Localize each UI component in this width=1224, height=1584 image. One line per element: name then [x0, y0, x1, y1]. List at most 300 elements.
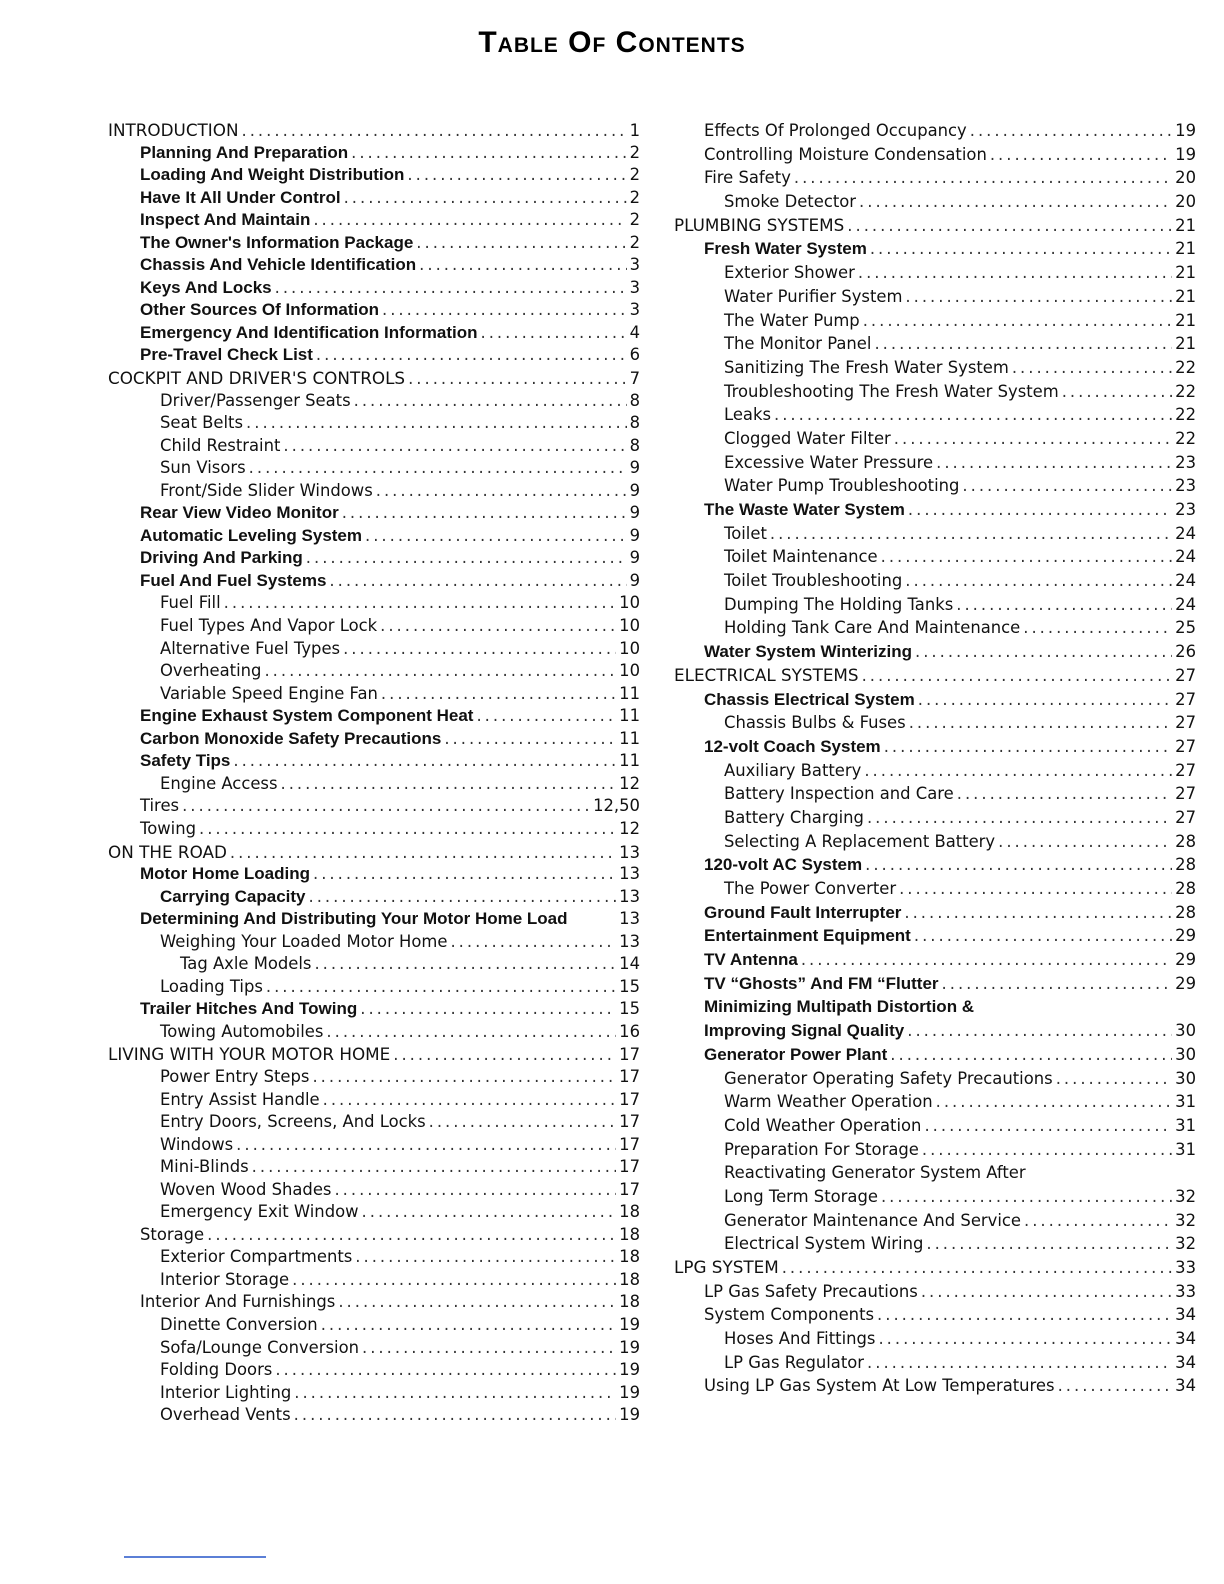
toc-entry-title: Entry Doors, Screens, And Locks: [160, 1112, 426, 1132]
dot-leader: [393, 1044, 616, 1067]
toc-entry-page: 17: [619, 1066, 640, 1086]
toc-entry-title: Generator Operating Safety Precautions: [724, 1068, 1053, 1088]
toc-entry-page: 27: [1175, 807, 1196, 827]
toc-entry: [668, 853, 1196, 877]
toc-entry-title: The Waste Water System: [704, 500, 905, 519]
dot-leader: [252, 1156, 616, 1179]
toc-entry: [668, 166, 1196, 190]
toc-entry-title: LP Gas Safety Precautions: [704, 1281, 918, 1301]
dot-leader: [266, 976, 616, 999]
dot-leader: [794, 166, 1172, 190]
toc-right-column: [668, 119, 1196, 1398]
toc-entry: [108, 390, 640, 413]
toc-entry-page: 9: [629, 570, 640, 590]
toc-entry: [108, 683, 640, 706]
toc-entry-title: Emergency Exit Window: [160, 1202, 359, 1222]
toc-entry-page: 15: [619, 976, 640, 996]
toc-entry: [108, 1382, 640, 1405]
toc-entry-title: Excessive Water Pressure: [724, 452, 934, 472]
toc-entry-page: 9: [629, 458, 640, 478]
toc-entry-title: LIVING WITH YOUR MOTOR HOME: [108, 1044, 391, 1065]
dot-leader: [936, 1090, 1173, 1114]
toc-entry-title: The Owner's Information Package: [140, 232, 414, 252]
toc-entry-title: Sanitizing The Fresh Water System: [724, 357, 1009, 377]
toc-entry-page: 30: [1175, 1068, 1196, 1088]
toc-entry-page: 11: [619, 706, 640, 726]
toc-entry-page: 28: [1175, 831, 1196, 851]
dot-leader: [407, 164, 626, 187]
toc-entry-title: 12-volt Coach System: [704, 736, 881, 756]
toc-entry-title: Tires: [140, 796, 180, 816]
toc-entry-page: 27: [1175, 665, 1196, 685]
toc-entry-page: 27: [1175, 784, 1196, 804]
toc-entry-page: 13: [619, 864, 640, 884]
dot-leader: [881, 545, 1173, 569]
toc-entry-page: 8: [629, 413, 640, 433]
dot-leader: [874, 332, 1172, 356]
dot-leader: [382, 299, 627, 322]
dot-leader: [182, 795, 590, 818]
dot-leader: [905, 569, 1172, 593]
toc-entry-page: 7: [629, 369, 640, 389]
toc-entry: [668, 569, 1196, 593]
dot-leader: [770, 522, 1172, 546]
toc-entry-title: The Water Pump: [724, 310, 860, 330]
toc-entry-page: 32: [1175, 1186, 1196, 1206]
toc-entry-page: 20: [1175, 168, 1196, 188]
dot-leader: [292, 1269, 616, 1292]
toc-entry-page: 17: [619, 1089, 640, 1109]
toc-entry-page: 19: [619, 1314, 640, 1334]
dot-leader: [207, 1224, 616, 1247]
toc-entry-title: Controlling Moisture Condensation: [704, 144, 987, 164]
dot-leader: [867, 806, 1172, 830]
toc-entry-page: 3: [629, 277, 640, 297]
toc-entry: [108, 1246, 640, 1269]
dot-leader: [313, 863, 616, 886]
toc-entry: [108, 344, 640, 367]
toc-entry: [108, 1021, 640, 1044]
dot-leader: [199, 818, 616, 841]
toc-entry-title: Chassis And Vehicle Identification: [140, 255, 417, 275]
dot-leader: [381, 683, 616, 706]
toc-entry-page: 30: [1175, 1021, 1196, 1041]
toc-entry: [108, 592, 640, 615]
toc-entry-title: Driving And Parking: [140, 548, 303, 568]
toc-entry: [668, 545, 1196, 569]
toc-entry: [668, 995, 1196, 1019]
toc-entry: [108, 1269, 640, 1292]
toc-entry-title: Woven Wood Shades: [160, 1179, 332, 1199]
toc-entry-title: Selecting A Replacement Battery: [724, 831, 996, 851]
toc-entry-title: Planning And Preparation: [140, 142, 349, 162]
toc-entry-page: 11: [619, 683, 640, 703]
toc-entry-page: 31: [1175, 1115, 1196, 1135]
dot-leader: [354, 390, 627, 413]
toc-entry-title: Effects Of Prolonged Occupancy: [704, 121, 967, 140]
toc-entry-page: 4: [629, 322, 640, 342]
toc-entry-page: 23: [1175, 476, 1196, 496]
toc-entry: [108, 795, 640, 818]
toc-entry-title: Interior Storage: [160, 1269, 290, 1289]
toc-entry: [108, 502, 640, 525]
decorative-underline: [124, 1556, 266, 1558]
toc-entry-title: Child Restraint: [160, 435, 281, 455]
toc-entry: [108, 299, 640, 322]
dot-leader: [801, 948, 1172, 972]
dot-leader: [275, 277, 627, 300]
toc-entry: [108, 525, 640, 548]
dot-leader: [242, 120, 627, 143]
toc-entry-title: Engine Access: [160, 773, 278, 793]
toc-entry-title: Water System Winterizing: [704, 642, 912, 662]
dot-leader: [224, 592, 616, 615]
toc-entry: [668, 1114, 1196, 1138]
toc-entry: [668, 877, 1196, 901]
toc-entry-title: Front/Side Slider Windows: [160, 480, 373, 500]
toc-entry-page: 12,50: [593, 796, 640, 816]
toc-entry-title: Engine Exhaust System Component Heat: [140, 706, 474, 726]
toc-entry-page: 24: [1175, 594, 1196, 614]
toc-entry-title: Towing: [140, 818, 197, 838]
toc-entry-page: 17: [619, 1134, 640, 1154]
toc-entry-page: 29: [1175, 973, 1196, 993]
toc-entry-page: 21: [1175, 215, 1196, 235]
toc-entry-page: 18: [619, 1292, 640, 1312]
toc-entry: [108, 841, 640, 864]
toc-entry: [108, 1043, 640, 1066]
toc-entry-page: 3: [629, 255, 640, 275]
toc-entry-title: Windows: [160, 1134, 234, 1154]
toc-entry: [668, 214, 1196, 238]
toc-entry: [668, 451, 1196, 475]
dot-leader: [1023, 616, 1172, 640]
dot-leader: [416, 232, 626, 255]
toc-entry-title: System Components: [704, 1305, 875, 1325]
toc-entry-title: Fire Safety: [704, 168, 791, 188]
toc-entry-page: 17: [619, 1157, 640, 1177]
toc-entry-title: Exterior Compartments: [160, 1247, 353, 1267]
dot-leader: [334, 1179, 616, 1202]
toc-entry: [108, 931, 640, 954]
toc-entry-page: 18: [619, 1269, 640, 1289]
toc-entry: [108, 480, 640, 503]
dot-leader: [294, 1382, 616, 1405]
dot-leader: [321, 1314, 616, 1337]
toc-entry-page: 6: [629, 345, 640, 365]
toc-entry-title: Variable Speed Engine Fan: [160, 683, 378, 703]
toc-entry-page: 27: [1175, 736, 1196, 756]
toc-entry-page: 30: [1175, 1044, 1196, 1064]
toc-entry: [108, 953, 640, 976]
toc-entry-page: 9: [629, 480, 640, 500]
dot-leader: [275, 1359, 616, 1382]
toc-entry-page: 17: [619, 1179, 640, 1199]
toc-entry: [108, 570, 640, 593]
toc-entry: [108, 457, 640, 480]
toc-entry-page: 19: [619, 1337, 640, 1357]
toc-entry-page: 2: [629, 232, 640, 252]
toc-entry-page: 2: [629, 142, 640, 162]
toc-entry: [668, 616, 1196, 640]
toc-entry: [668, 237, 1196, 261]
toc-entry: [108, 1134, 640, 1157]
toc-entry: [668, 427, 1196, 451]
toc-entry-title: Ground Fault Interrupter: [704, 902, 902, 922]
dot-leader: [877, 1303, 1172, 1327]
dot-leader: [970, 119, 1172, 143]
toc-entry-title: Toilet Maintenance: [724, 547, 878, 567]
toc-entry-title: Preparation For Storage: [724, 1139, 919, 1159]
toc-entry-page: 19: [1175, 144, 1196, 164]
toc-entry-title: Hoses And Fittings: [724, 1329, 876, 1349]
toc-entry: [668, 830, 1196, 854]
toc-entry-title: Dumping The Holding Tanks: [724, 594, 954, 614]
toc-entry-page: 23: [1175, 452, 1196, 472]
toc-entry-title: TV “Ghosts” And FM “Flutter: [704, 973, 939, 993]
toc-entry-title: Entry Assist Handle: [160, 1089, 320, 1109]
dot-leader: [344, 187, 627, 210]
dot-leader: [924, 1114, 1172, 1138]
toc-entry-title: Have It All Under Control: [140, 187, 341, 207]
toc-entry-page: 21: [1175, 263, 1196, 283]
toc-entry: [108, 1291, 640, 1314]
toc-entry-title: Sun Visors: [160, 458, 246, 478]
dot-leader: [863, 309, 1172, 333]
toc-entry: [108, 976, 640, 999]
toc-entry-page: 34: [1175, 1352, 1196, 1372]
page-title: Table Of Contents: [478, 26, 746, 59]
toc-entry: [668, 1161, 1196, 1185]
dot-leader: [362, 1201, 617, 1224]
toc-entry-title: Fuel And Fuel Systems: [140, 570, 327, 590]
toc-entry: [668, 782, 1196, 806]
toc-entry: [668, 640, 1196, 664]
dot-leader: [1012, 356, 1172, 380]
dot-leader: [956, 593, 1172, 617]
toc-entry: [108, 1359, 640, 1382]
toc-entry-title: Warm Weather Operation: [724, 1092, 933, 1112]
dot-leader: [281, 773, 617, 796]
toc-entry-page: 17: [619, 1045, 640, 1065]
toc-entry-title: Loading And Weight Distribution: [140, 165, 405, 185]
toc-entry-page: 29: [1175, 926, 1196, 946]
toc-entry-page: 12: [619, 818, 640, 838]
toc-entry: [108, 728, 640, 751]
dot-leader: [1024, 1209, 1172, 1233]
toc-entry-page: 19: [619, 1382, 640, 1402]
toc-entry-page: 22: [1175, 357, 1196, 377]
dot-leader: [360, 998, 616, 1021]
dot-leader: [230, 842, 616, 865]
toc-entry-page: 11: [619, 728, 640, 748]
toc-entry-title: Emergency And Identification Information: [140, 322, 478, 342]
toc-entry-title: Determining And Distributing Your Motor Home Load: [140, 909, 568, 929]
toc-entry-page: 8: [629, 390, 640, 410]
dot-leader: [915, 640, 1172, 664]
toc-entry: [668, 1090, 1196, 1114]
toc-entry-page: 28: [1175, 879, 1196, 898]
toc-entry: [108, 1201, 640, 1224]
toc-entry-page: 33: [1175, 1281, 1196, 1301]
toc-entry: [668, 190, 1196, 214]
toc-entry-title: Cold Weather Operation: [724, 1115, 922, 1135]
toc-entry: [108, 863, 640, 886]
toc-entry-title: Interior Lighting: [160, 1382, 292, 1402]
toc-entry-page: 22: [1175, 381, 1196, 401]
toc-entry: [668, 1043, 1196, 1067]
toc-entry-title: Sofa/Lounge Conversion: [160, 1337, 360, 1357]
toc-entry-page: 34: [1175, 1305, 1196, 1325]
toc-entry-page: 25: [1175, 618, 1196, 638]
toc-entry: [668, 285, 1196, 309]
toc-entry: [108, 254, 640, 277]
dot-leader: [864, 759, 1172, 783]
toc-entry: [108, 412, 640, 435]
toc-entry-page: 28: [1175, 855, 1196, 875]
toc-entry-page: 18: [619, 1247, 640, 1267]
toc-entry: [668, 1327, 1196, 1351]
dot-leader: [316, 344, 627, 367]
dot-leader: [990, 143, 1172, 167]
toc-entry-title: Carbon Monoxide Safety Precautions: [140, 728, 442, 748]
dot-leader: [870, 237, 1172, 261]
toc-entry-page: 27: [1175, 760, 1196, 780]
dot-leader: [313, 209, 626, 232]
toc-entry-page: 27: [1175, 689, 1196, 709]
toc-entry-page: 32: [1175, 1234, 1196, 1254]
dot-leader: [351, 142, 626, 165]
toc-entry-title: Power Entry Steps: [160, 1066, 310, 1086]
toc-entry: [108, 1089, 640, 1112]
toc-entry: [108, 1111, 640, 1134]
toc-entry-page: 13: [619, 886, 640, 906]
toc-entry-title: Driver/Passenger Seats: [160, 390, 351, 410]
toc-entry: [108, 1404, 640, 1427]
dot-leader: [1058, 1374, 1173, 1398]
dot-leader: [376, 480, 627, 503]
toc-entry: [668, 498, 1196, 522]
toc-entry-page: 1: [629, 121, 640, 140]
dot-leader: [264, 660, 616, 683]
dot-leader: [922, 1138, 1172, 1162]
toc-entry: [108, 367, 640, 390]
dot-leader: [881, 1185, 1172, 1209]
dot-leader: [444, 728, 616, 751]
toc-entry-title: Alternative Fuel Types: [160, 638, 341, 658]
toc-entry-page: 13: [619, 931, 640, 951]
toc-entry-page: 2: [629, 187, 640, 207]
toc-entry: [108, 705, 640, 728]
dot-leader: [905, 285, 1172, 309]
toc-entry-page: 22: [1175, 428, 1196, 448]
dot-leader: [878, 1327, 1172, 1351]
dot-leader: [998, 830, 1172, 854]
dot-leader: [904, 901, 1172, 925]
toc-entry-title: Inspect And Maintain: [140, 210, 311, 230]
toc-entry: [668, 1351, 1196, 1375]
toc-entry: [668, 901, 1196, 925]
dot-leader: [899, 877, 1172, 901]
toc-entry-title: Reactivating Generator System After: [724, 1163, 1026, 1183]
toc-entry-page: 24: [1175, 523, 1196, 543]
dot-leader: [309, 886, 617, 909]
toc-entry: [668, 1256, 1196, 1280]
toc-entry-title: Fuel Fill: [160, 593, 221, 613]
dot-leader: [1062, 380, 1172, 404]
toc-entry-title: Water Purifier System: [724, 286, 903, 306]
toc-entry-title: Towing Automobiles: [160, 1021, 324, 1041]
toc-entry-title: LPG SYSTEM: [674, 1257, 779, 1277]
toc-entry: [668, 711, 1196, 735]
toc-entry-title: Keys And Locks: [140, 277, 272, 297]
toc-entry: [668, 924, 1196, 948]
dot-leader: [476, 705, 616, 728]
dot-leader: [908, 498, 1172, 522]
dot-leader: [306, 547, 627, 570]
toc-entry-page: 18: [619, 1224, 640, 1244]
toc-entry: [668, 1209, 1196, 1233]
toc-entry-page: 9: [629, 503, 640, 523]
toc-entry: [108, 1337, 640, 1360]
toc-left-column: [108, 119, 640, 1427]
toc-entry-title: Battery Inspection and Care: [724, 784, 954, 804]
toc-entry-title: Fuel Types And Vapor Lock: [160, 616, 378, 636]
toc-entry-page: 9: [629, 548, 640, 568]
toc-entry-title: Improving Signal Quality: [704, 1021, 905, 1041]
toc-entry-title: 120-volt AC System: [704, 855, 863, 875]
toc-entry-title: Folding Doors: [160, 1360, 273, 1380]
toc-entry-page: 21: [1175, 334, 1196, 354]
toc-entry-page: 33: [1175, 1258, 1196, 1277]
toc-entry: [108, 638, 640, 661]
toc-entry-title: PLUMBING SYSTEMS: [674, 214, 845, 235]
toc-entry-title: Smoke Detector: [724, 192, 857, 212]
toc-entry: [108, 660, 640, 683]
toc-entry: [668, 664, 1196, 688]
toc-entry: [108, 435, 640, 458]
toc-entry-title: Rear View Video Monitor: [140, 503, 339, 523]
toc-entry-title: ON THE ROAD: [108, 841, 227, 862]
toc-entry: [668, 403, 1196, 427]
toc-entry-title: Clogged Water Filter: [724, 428, 891, 448]
toc-entry-page: 32: [1175, 1210, 1196, 1230]
toc-entry: [668, 1232, 1196, 1256]
toc-entry-page: 13: [619, 842, 640, 862]
toc-entry: [108, 1314, 640, 1337]
toc-entry-page: 2: [629, 210, 640, 230]
toc-entry-page: 26: [1175, 642, 1196, 662]
toc-entry-page: 10: [619, 661, 640, 681]
dot-leader: [957, 782, 1172, 806]
toc-entry-page: 21: [1175, 239, 1196, 259]
toc-entry-title: ELECTRICAL SYSTEMS: [674, 664, 859, 685]
toc-entry-title: Chassis Bulbs & Fuses: [724, 713, 906, 733]
dot-leader: [962, 474, 1172, 498]
toc-entry-title: Long Term Storage: [724, 1186, 878, 1206]
toc-entry-title: The Power Converter: [724, 879, 897, 898]
toc-entry: [108, 277, 640, 300]
toc-entry: [108, 750, 640, 773]
toc-entry: [668, 380, 1196, 404]
toc-entry-page: 21: [1175, 286, 1196, 306]
toc-entry: [668, 593, 1196, 617]
toc-entry: [108, 547, 640, 570]
toc-entry-title: Entertainment Equipment: [704, 926, 911, 946]
toc-entry: [108, 187, 640, 210]
toc-entry-page: 3: [629, 300, 640, 320]
dot-leader: [323, 1089, 617, 1112]
